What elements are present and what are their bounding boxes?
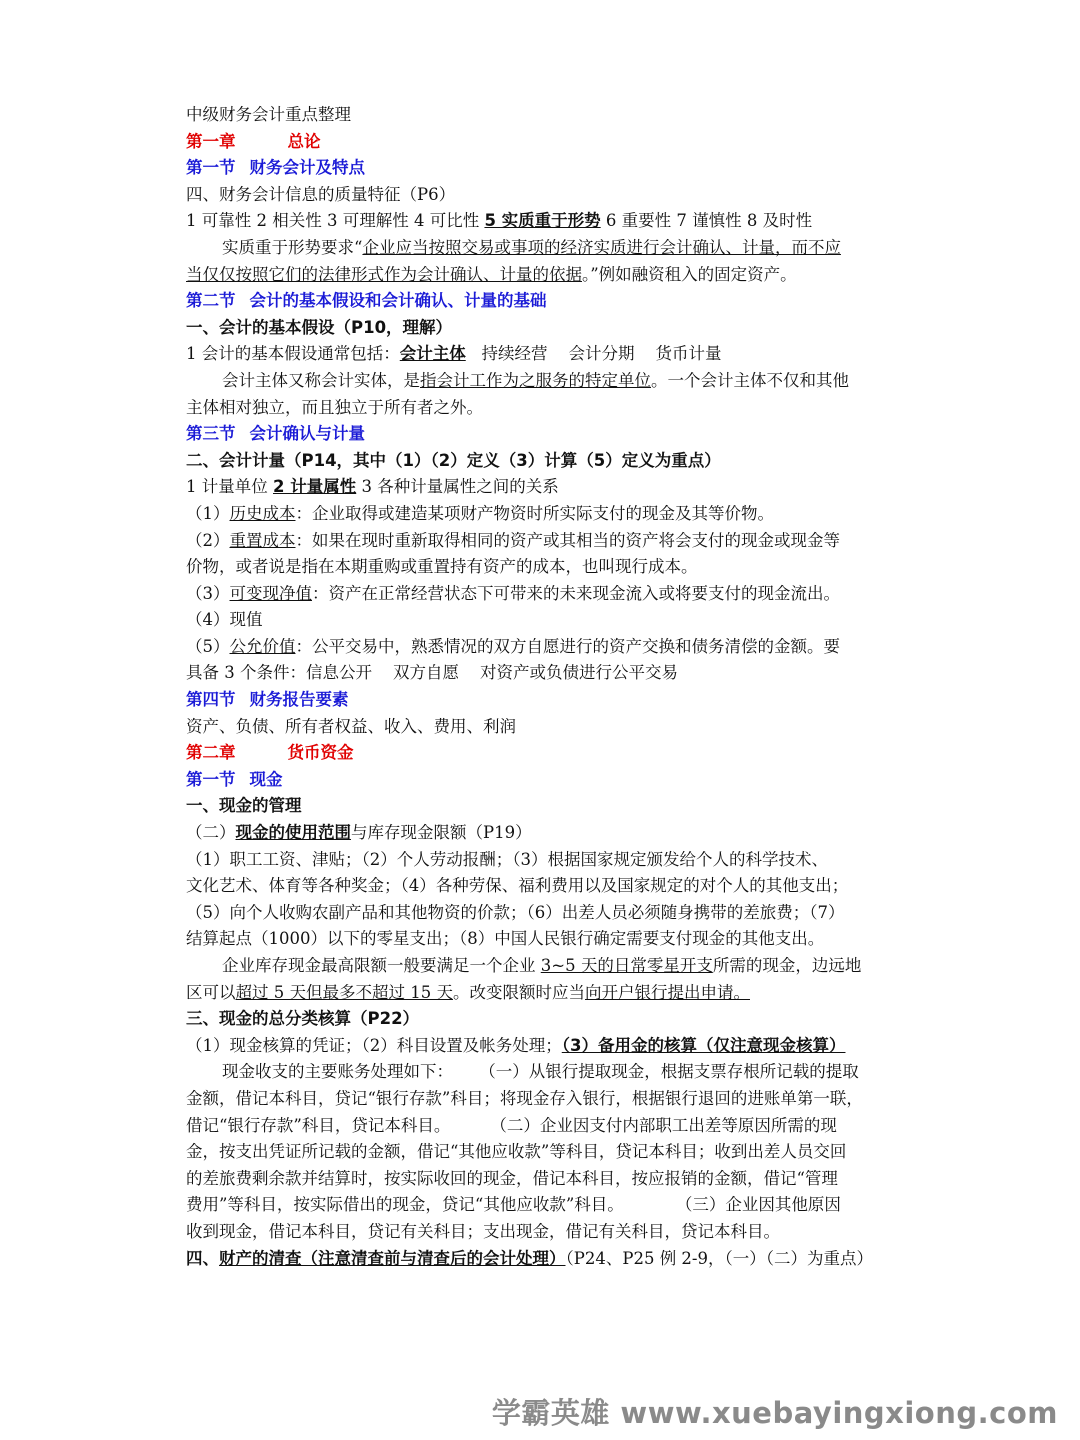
chapter-2-heading bbox=[186, 740, 898, 767]
paragraph-line bbox=[186, 262, 898, 289]
chapter-name: 总论 bbox=[287, 131, 321, 151]
text-run: （2） bbox=[186, 530, 230, 550]
underlined-text: 公允价值 bbox=[229, 636, 296, 656]
text-run: 所需的现金，边远地 bbox=[712, 956, 862, 975]
paragraph-line: 现金收支的主要账务处理如下： （一）从银行提取现金，根据支票存根所记载的提取 bbox=[222, 1062, 859, 1082]
text-run: 借记“银行存款”科目，贷记本科目。 bbox=[186, 1115, 451, 1135]
list-item bbox=[186, 528, 898, 555]
text-run: 费用”等科目，按实际借出的现金，贷记“其他应收款”科目。 bbox=[186, 1195, 624, 1215]
subheading: 四、财务会计信息的质量特征（P6） bbox=[186, 184, 456, 204]
paragraph-line bbox=[186, 341, 898, 368]
text-run: 。一个会计主体不仅和其他 bbox=[651, 370, 849, 390]
text-run: （P24、P25 例 2-9，（一）（二）为重点） bbox=[565, 1248, 874, 1268]
underlined-text: 超过 5 天但最多不超过 15 天 bbox=[235, 982, 453, 1002]
section-name: 会计确认与计量 bbox=[249, 424, 365, 444]
underlined-text: 当仅仅按照它们的法律形式作为会计确认、计量的依据 bbox=[186, 264, 582, 284]
section-label: 第三节 bbox=[186, 424, 236, 444]
section-label: 第一节 bbox=[186, 158, 236, 178]
paragraph-line: 资产、负债、所有者权益、收入、费用、利润 bbox=[186, 716, 516, 736]
paragraph-line bbox=[186, 980, 898, 1007]
underlined-text: 向开户银行提出申请。 bbox=[584, 982, 750, 1002]
underlined-text: 重置成本 bbox=[229, 530, 296, 550]
paragraph-line: 文化艺术、体育等各种奖金；（4）各种劳保、福利费用以及国家规定的对个人的其他支出； bbox=[186, 876, 849, 896]
section-name: 财务会计及特点 bbox=[249, 158, 365, 178]
paragraph-line bbox=[186, 474, 898, 501]
text-run: 6 重要性 7 谨慎性 8 及时性 bbox=[600, 211, 813, 231]
document-page bbox=[186, 102, 898, 1272]
underlined-text: 企业应当按照交易或事项的经济实质进行会计确认、计量，而不应 bbox=[362, 237, 841, 257]
section-label: 第一节 bbox=[186, 769, 236, 789]
paragraph-line bbox=[186, 208, 898, 235]
emphasis: 2 计量属性 bbox=[273, 477, 357, 497]
section-heading bbox=[186, 288, 898, 315]
emphasis: （3）备用金的核算（仅注意现金核算） bbox=[561, 1035, 846, 1055]
text-run: ：企业取得或建造某项财产物资时所实际支付的现金及其等价物。 bbox=[295, 503, 774, 523]
text-run: 区可以 bbox=[186, 982, 236, 1002]
paragraph-line: （1）职工工资、津贴；（2）个人劳动报酬；（3）根据国家规定颁发给个人的科学技术、 bbox=[186, 849, 828, 869]
paragraph-line bbox=[186, 235, 898, 262]
paragraph-line bbox=[186, 820, 898, 847]
paragraph-line: 收到现金，借记本科目，贷记有关科目；支出现金，借记有关科目，贷记本科目。 bbox=[186, 1221, 780, 1241]
paragraph-line: 具备 3 个条件：信息公开 双方自愿 对资产或负债进行公平交易 bbox=[186, 663, 678, 683]
text-run: （二）企业因支付内部职工出差等原因所需的现 bbox=[490, 1115, 837, 1135]
text-run: （5） bbox=[186, 636, 230, 656]
text-run: 持续经营 会计分期 货币计量 bbox=[465, 344, 722, 364]
subheading: 三、现金的总分类核算（P22） bbox=[186, 1009, 420, 1029]
section-heading bbox=[186, 687, 898, 714]
text-run: （二） bbox=[186, 823, 236, 843]
paragraph-line bbox=[186, 953, 898, 980]
text-run: 3 各种计量属性之间的关系 bbox=[356, 477, 559, 497]
paragraph-line bbox=[186, 1192, 898, 1219]
section-name: 会计的基本假设和会计确认、计量的基础 bbox=[249, 291, 547, 311]
chapter-label: 第二章 bbox=[186, 743, 236, 763]
underlined-text: 3~5 天的日常零星开支 bbox=[540, 956, 713, 975]
text-run: （3） bbox=[186, 583, 230, 603]
emphasis: 现金的使用范围 bbox=[235, 823, 351, 843]
list-item bbox=[186, 581, 898, 608]
section-name: 财务报告要素 bbox=[249, 690, 349, 710]
paragraph-line: 主体相对独立，而且独立于所有者之外。 bbox=[186, 397, 483, 417]
section-label: 第四节 bbox=[186, 690, 236, 710]
text-run: ：如果在现时重新取得相同的资产或其相当的资产将会支付的现金或现金等 bbox=[295, 530, 840, 550]
text-run: 。改变限额时应当 bbox=[452, 982, 585, 1002]
paragraph-line: 价物，或者说是指在本期重购或重置持有资产的成本，也叫现行成本。 bbox=[186, 557, 698, 577]
paragraph-line: （5）向个人收购农副产品和其他物资的价款；（6）出差人员必须随身携带的差旅费；（7） bbox=[186, 902, 845, 922]
paragraph-line: 结算起点（1000）以下的零星支出；（8）中国人民银行确定需要支付现金的其他支出。 bbox=[186, 929, 825, 949]
underlined-text: 可变现净值 bbox=[229, 583, 312, 603]
section-heading bbox=[186, 421, 898, 448]
doc-title: 中级财务会计重点整理 bbox=[186, 105, 351, 124]
text-run: 与库存现金限额（P19） bbox=[351, 823, 532, 843]
text-run: 企业库存现金最高限额一般要满足一个企业 bbox=[222, 956, 541, 975]
subheading: 一、现金的管理 bbox=[186, 796, 302, 816]
emphasis: 会计主体 bbox=[399, 344, 466, 364]
underlined-text: 指会计工作为之服务的特定单位 bbox=[420, 370, 651, 390]
chapter-name: 货币资金 bbox=[287, 743, 354, 763]
section-heading bbox=[186, 767, 898, 794]
paragraph-line bbox=[186, 368, 898, 395]
text-run: 1 会计的基本假设通常包括： bbox=[186, 344, 400, 364]
subheading: 一、会计的基本假设（P10，理解） bbox=[186, 317, 453, 337]
text-run: 四、 bbox=[186, 1248, 219, 1268]
paragraph-line: 金，按支出凭证所记载的金额，借记“其他应收款”等科目，贷记本科目；收到出差人员交回 bbox=[186, 1142, 847, 1162]
section-heading bbox=[186, 155, 898, 182]
paragraph-line: 金额，借记本科目，贷记“银行存款”科目；将现金存入银行，根据银行退回的进账单第一联， bbox=[186, 1088, 863, 1108]
text-run: （三）企业因其他原因 bbox=[675, 1195, 841, 1215]
paragraph-line bbox=[186, 1033, 898, 1060]
section-name: 现金 bbox=[249, 769, 283, 789]
subheading: 二、会计计量（P14，其中（1）（2）定义（3）计算（5）定义为重点） bbox=[186, 450, 721, 470]
text-run: 会计主体又称会计实体，是 bbox=[222, 370, 420, 390]
emphasis: 5 实质重于形势 bbox=[484, 211, 601, 231]
list-item bbox=[186, 634, 898, 661]
watermark-footer: 学霸英雄 www.xuebayingxiong.com bbox=[491, 1396, 1058, 1430]
paragraph-line: 的差旅费剩余款并结算时，按实际收回的现金，借记本科目，按应报销的金额，借记“管理 bbox=[186, 1168, 838, 1188]
text-run: ：资产在正常经营状态下可带来的未来现金流入或将要支付的现金流出。 bbox=[312, 583, 840, 603]
underlined-text: 历史成本 bbox=[229, 503, 296, 523]
text-run: 1 可靠性 2 相关性 3 可理解性 4 可比性 bbox=[186, 211, 485, 231]
chapter-1-heading bbox=[186, 129, 898, 156]
paragraph-line bbox=[186, 1113, 898, 1140]
list-item: （4）现值 bbox=[186, 610, 263, 630]
emphasis: 财产的清查（注意清查前与清查后的会计处理） bbox=[219, 1248, 566, 1268]
chapter-label: 第一章 bbox=[186, 131, 236, 151]
subheading bbox=[186, 1246, 898, 1273]
list-item bbox=[186, 501, 898, 528]
section-label: 第二节 bbox=[186, 291, 236, 311]
text-run: 1 计量单位 bbox=[186, 477, 273, 497]
text-run: 实质重于形势要求“ bbox=[222, 237, 363, 257]
text-run: ：公平交易中，熟悉情况的双方自愿进行的资产交换和债务清偿的金额。要 bbox=[295, 636, 840, 656]
text-run: 。”例如融资租入的固定资产。 bbox=[582, 264, 797, 284]
text-run: （1）现金核算的凭证；（2）科目设置及帐务处理； bbox=[186, 1035, 562, 1055]
text-run: （1） bbox=[186, 503, 230, 523]
